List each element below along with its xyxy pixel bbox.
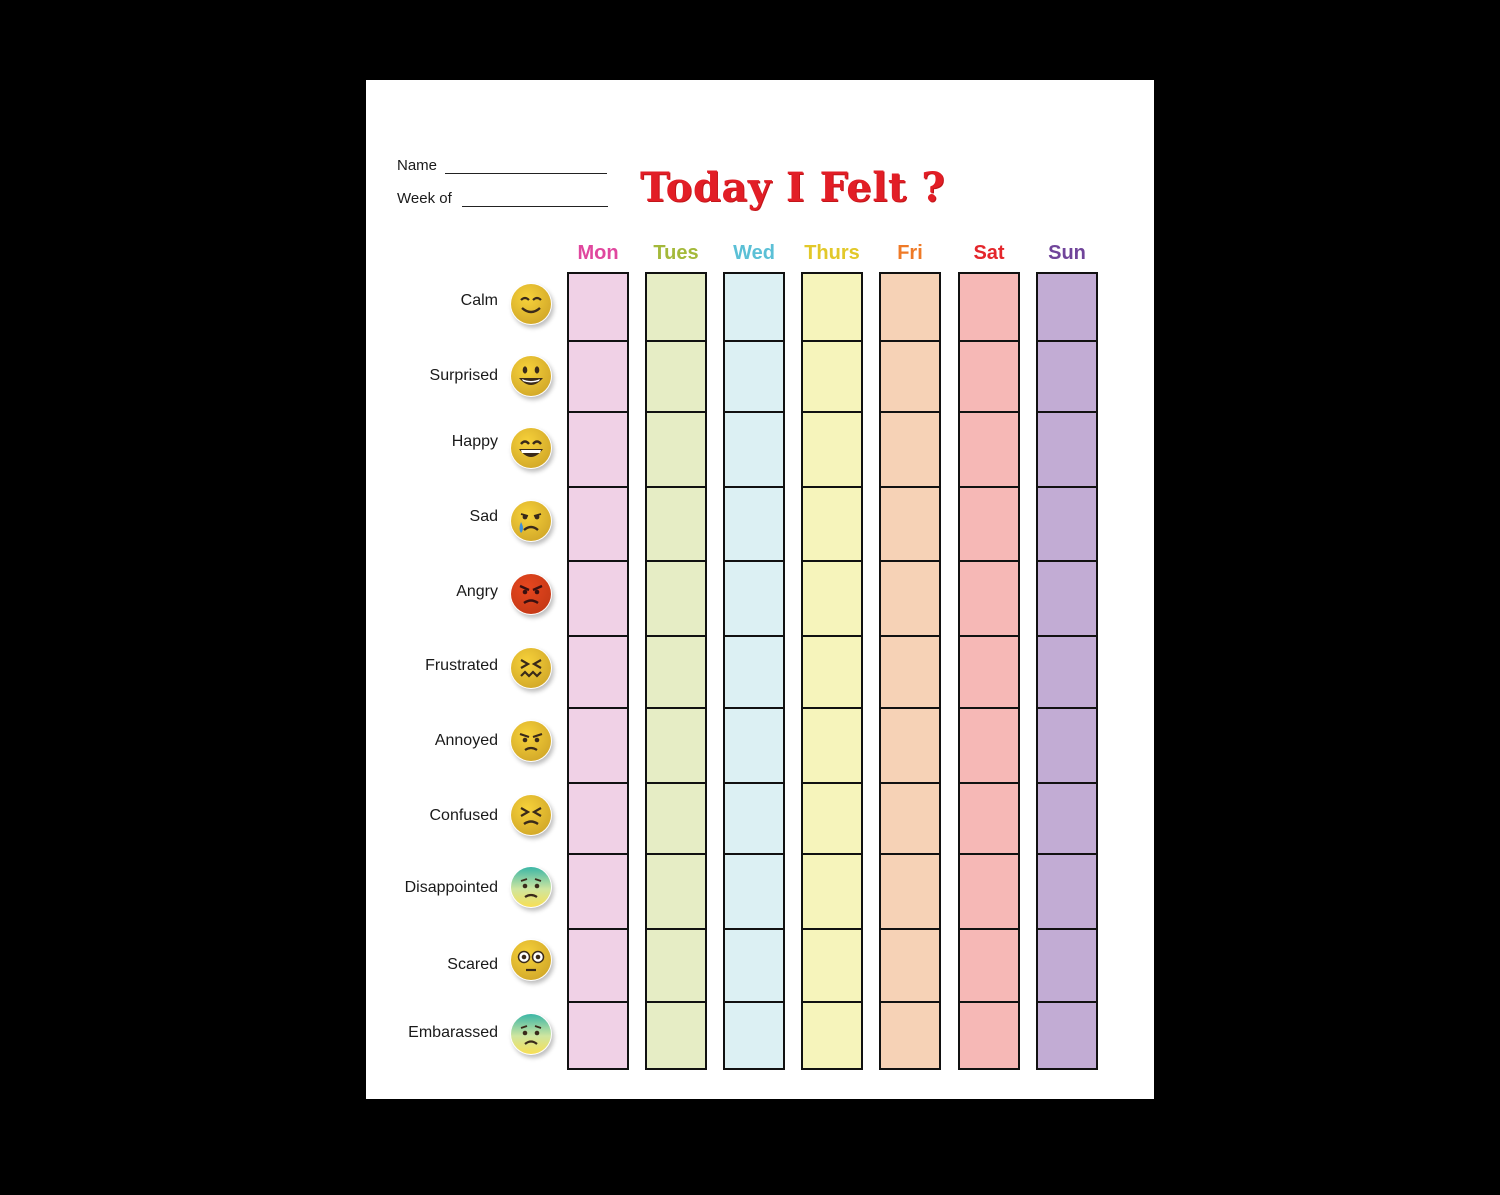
feeling-cell[interactable]	[647, 853, 705, 928]
emotion-label-confused: Confused	[429, 807, 498, 824]
annoyed-face-icon	[510, 720, 552, 762]
feeling-cell[interactable]	[881, 486, 939, 560]
day-header-sun: Sun	[1048, 242, 1086, 264]
feeling-cell[interactable]	[569, 274, 627, 340]
feeling-cell[interactable]	[803, 411, 861, 486]
feeling-cell[interactable]	[803, 707, 861, 782]
feeling-cell[interactable]	[881, 274, 939, 340]
week-of-field[interactable]	[462, 206, 608, 207]
page-title: Today I Felt ?	[640, 164, 946, 211]
day-column-fri	[879, 272, 941, 1070]
feeling-cell[interactable]	[569, 707, 627, 782]
feeling-cell[interactable]	[960, 486, 1018, 560]
flushed-face-icon	[510, 939, 552, 981]
feeling-cell[interactable]	[881, 928, 939, 1001]
feelings-chart-page	[366, 80, 1154, 1099]
feeling-cell[interactable]	[960, 928, 1018, 1001]
day-column-sat	[958, 272, 1020, 1070]
feeling-cell[interactable]	[725, 853, 783, 928]
feeling-cell[interactable]	[881, 853, 939, 928]
emotion-label-surprised: Surprised	[429, 367, 498, 384]
feeling-cell[interactable]	[647, 928, 705, 1001]
emotion-label-angry: Angry	[456, 583, 498, 600]
emotion-label-annoyed: Annoyed	[434, 732, 498, 749]
feeling-cell[interactable]	[725, 928, 783, 1001]
feeling-cell[interactable]	[803, 486, 861, 560]
feeling-cell[interactable]	[647, 486, 705, 560]
feeling-cell[interactable]	[725, 782, 783, 853]
feeling-cell[interactable]	[569, 782, 627, 853]
feeling-cell[interactable]	[569, 635, 627, 707]
feeling-cell[interactable]	[960, 782, 1018, 853]
persevering-face-icon	[510, 794, 552, 836]
feeling-cell[interactable]	[647, 635, 705, 707]
feeling-cell[interactable]	[569, 1001, 627, 1068]
smiling-face-icon	[510, 283, 552, 325]
day-column-wed	[723, 272, 785, 1070]
big-smile-face-icon	[510, 427, 552, 469]
day-header-tues: Tues	[653, 242, 699, 264]
day-header-mon: Mon	[577, 242, 619, 264]
feeling-cell[interactable]	[1038, 411, 1096, 486]
feeling-cell[interactable]	[881, 782, 939, 853]
day-header-wed: Wed	[733, 242, 775, 264]
feeling-cell[interactable]	[1038, 928, 1096, 1001]
anxious-face-icon	[510, 1013, 552, 1055]
day-header-sat: Sat	[973, 242, 1005, 264]
feeling-cell[interactable]	[803, 340, 861, 411]
feeling-cell[interactable]	[1038, 707, 1096, 782]
feeling-cell[interactable]	[569, 411, 627, 486]
feeling-cell[interactable]	[1038, 782, 1096, 853]
feeling-cell[interactable]	[960, 274, 1018, 340]
day-column-sun	[1036, 272, 1098, 1070]
angry-face-icon	[510, 573, 552, 615]
feeling-cell[interactable]	[725, 560, 783, 635]
feeling-cell[interactable]	[725, 340, 783, 411]
feeling-cell[interactable]	[803, 1001, 861, 1068]
feeling-cell[interactable]	[647, 560, 705, 635]
feeling-cell[interactable]	[803, 560, 861, 635]
feeling-cell[interactable]	[1038, 340, 1096, 411]
feeling-cell[interactable]	[569, 853, 627, 928]
feeling-cell[interactable]	[960, 340, 1018, 411]
feeling-cell[interactable]	[803, 853, 861, 928]
emotion-label-scared: Scared	[447, 956, 498, 973]
feeling-cell[interactable]	[960, 1001, 1018, 1068]
feeling-cell[interactable]	[725, 707, 783, 782]
day-column-mon	[567, 272, 629, 1070]
week-of-label: Week of	[397, 190, 452, 207]
worried-face-icon	[510, 866, 552, 908]
feeling-cell[interactable]	[881, 560, 939, 635]
day-column-tues	[645, 272, 707, 1070]
name-label: Name	[397, 157, 438, 174]
feeling-cell[interactable]	[803, 928, 861, 1001]
feeling-cell[interactable]	[569, 486, 627, 560]
feeling-cell[interactable]	[725, 1001, 783, 1068]
feeling-cell[interactable]	[1038, 635, 1096, 707]
feeling-cell[interactable]	[1038, 274, 1096, 340]
feeling-cell[interactable]	[569, 340, 627, 411]
grinning-face-icon	[510, 355, 552, 397]
feeling-cell[interactable]	[725, 411, 783, 486]
day-header-thurs: Thurs	[804, 242, 860, 264]
feeling-cell[interactable]	[647, 340, 705, 411]
feeling-cell[interactable]	[960, 853, 1018, 928]
feeling-cell[interactable]	[960, 411, 1018, 486]
feeling-cell[interactable]	[647, 411, 705, 486]
feeling-cell[interactable]	[725, 274, 783, 340]
feeling-cell[interactable]	[960, 635, 1018, 707]
feeling-cell[interactable]	[647, 782, 705, 853]
feeling-cell[interactable]	[803, 274, 861, 340]
feeling-cell[interactable]	[725, 635, 783, 707]
feeling-cell[interactable]	[1038, 853, 1096, 928]
feeling-cell[interactable]	[1038, 486, 1096, 560]
feeling-cell[interactable]	[569, 928, 627, 1001]
feeling-cell[interactable]	[881, 340, 939, 411]
feeling-cell[interactable]	[881, 411, 939, 486]
name-field[interactable]	[445, 173, 607, 174]
confounded-face-icon	[510, 647, 552, 689]
emotion-label-frustrated: Frustrated	[425, 657, 498, 674]
emotion-label-happy: Happy	[451, 433, 498, 450]
feeling-cell[interactable]	[960, 560, 1018, 635]
emotion-label-disappointed: Disappointed	[404, 879, 498, 896]
day-header-fri: Fri	[897, 242, 923, 264]
feeling-cell[interactable]	[647, 707, 705, 782]
feeling-cell[interactable]	[1038, 1001, 1096, 1068]
day-column-thurs	[801, 272, 863, 1070]
emotion-label-sad: Sad	[469, 508, 498, 525]
feeling-cell[interactable]	[647, 1001, 705, 1068]
crying-face-icon	[510, 500, 552, 542]
feeling-cell[interactable]	[803, 635, 861, 707]
feeling-cell[interactable]	[960, 707, 1018, 782]
emotion-label-calm: Calm	[460, 292, 498, 309]
emotion-label-embarassed: Embarassed	[408, 1024, 498, 1041]
feeling-cell[interactable]	[1038, 560, 1096, 635]
feeling-cell[interactable]	[881, 1001, 939, 1068]
feeling-cell[interactable]	[725, 486, 783, 560]
feeling-cell[interactable]	[881, 635, 939, 707]
feeling-cell[interactable]	[569, 560, 627, 635]
feeling-cell[interactable]	[881, 707, 939, 782]
feeling-cell[interactable]	[647, 274, 705, 340]
feeling-cell[interactable]	[803, 782, 861, 853]
